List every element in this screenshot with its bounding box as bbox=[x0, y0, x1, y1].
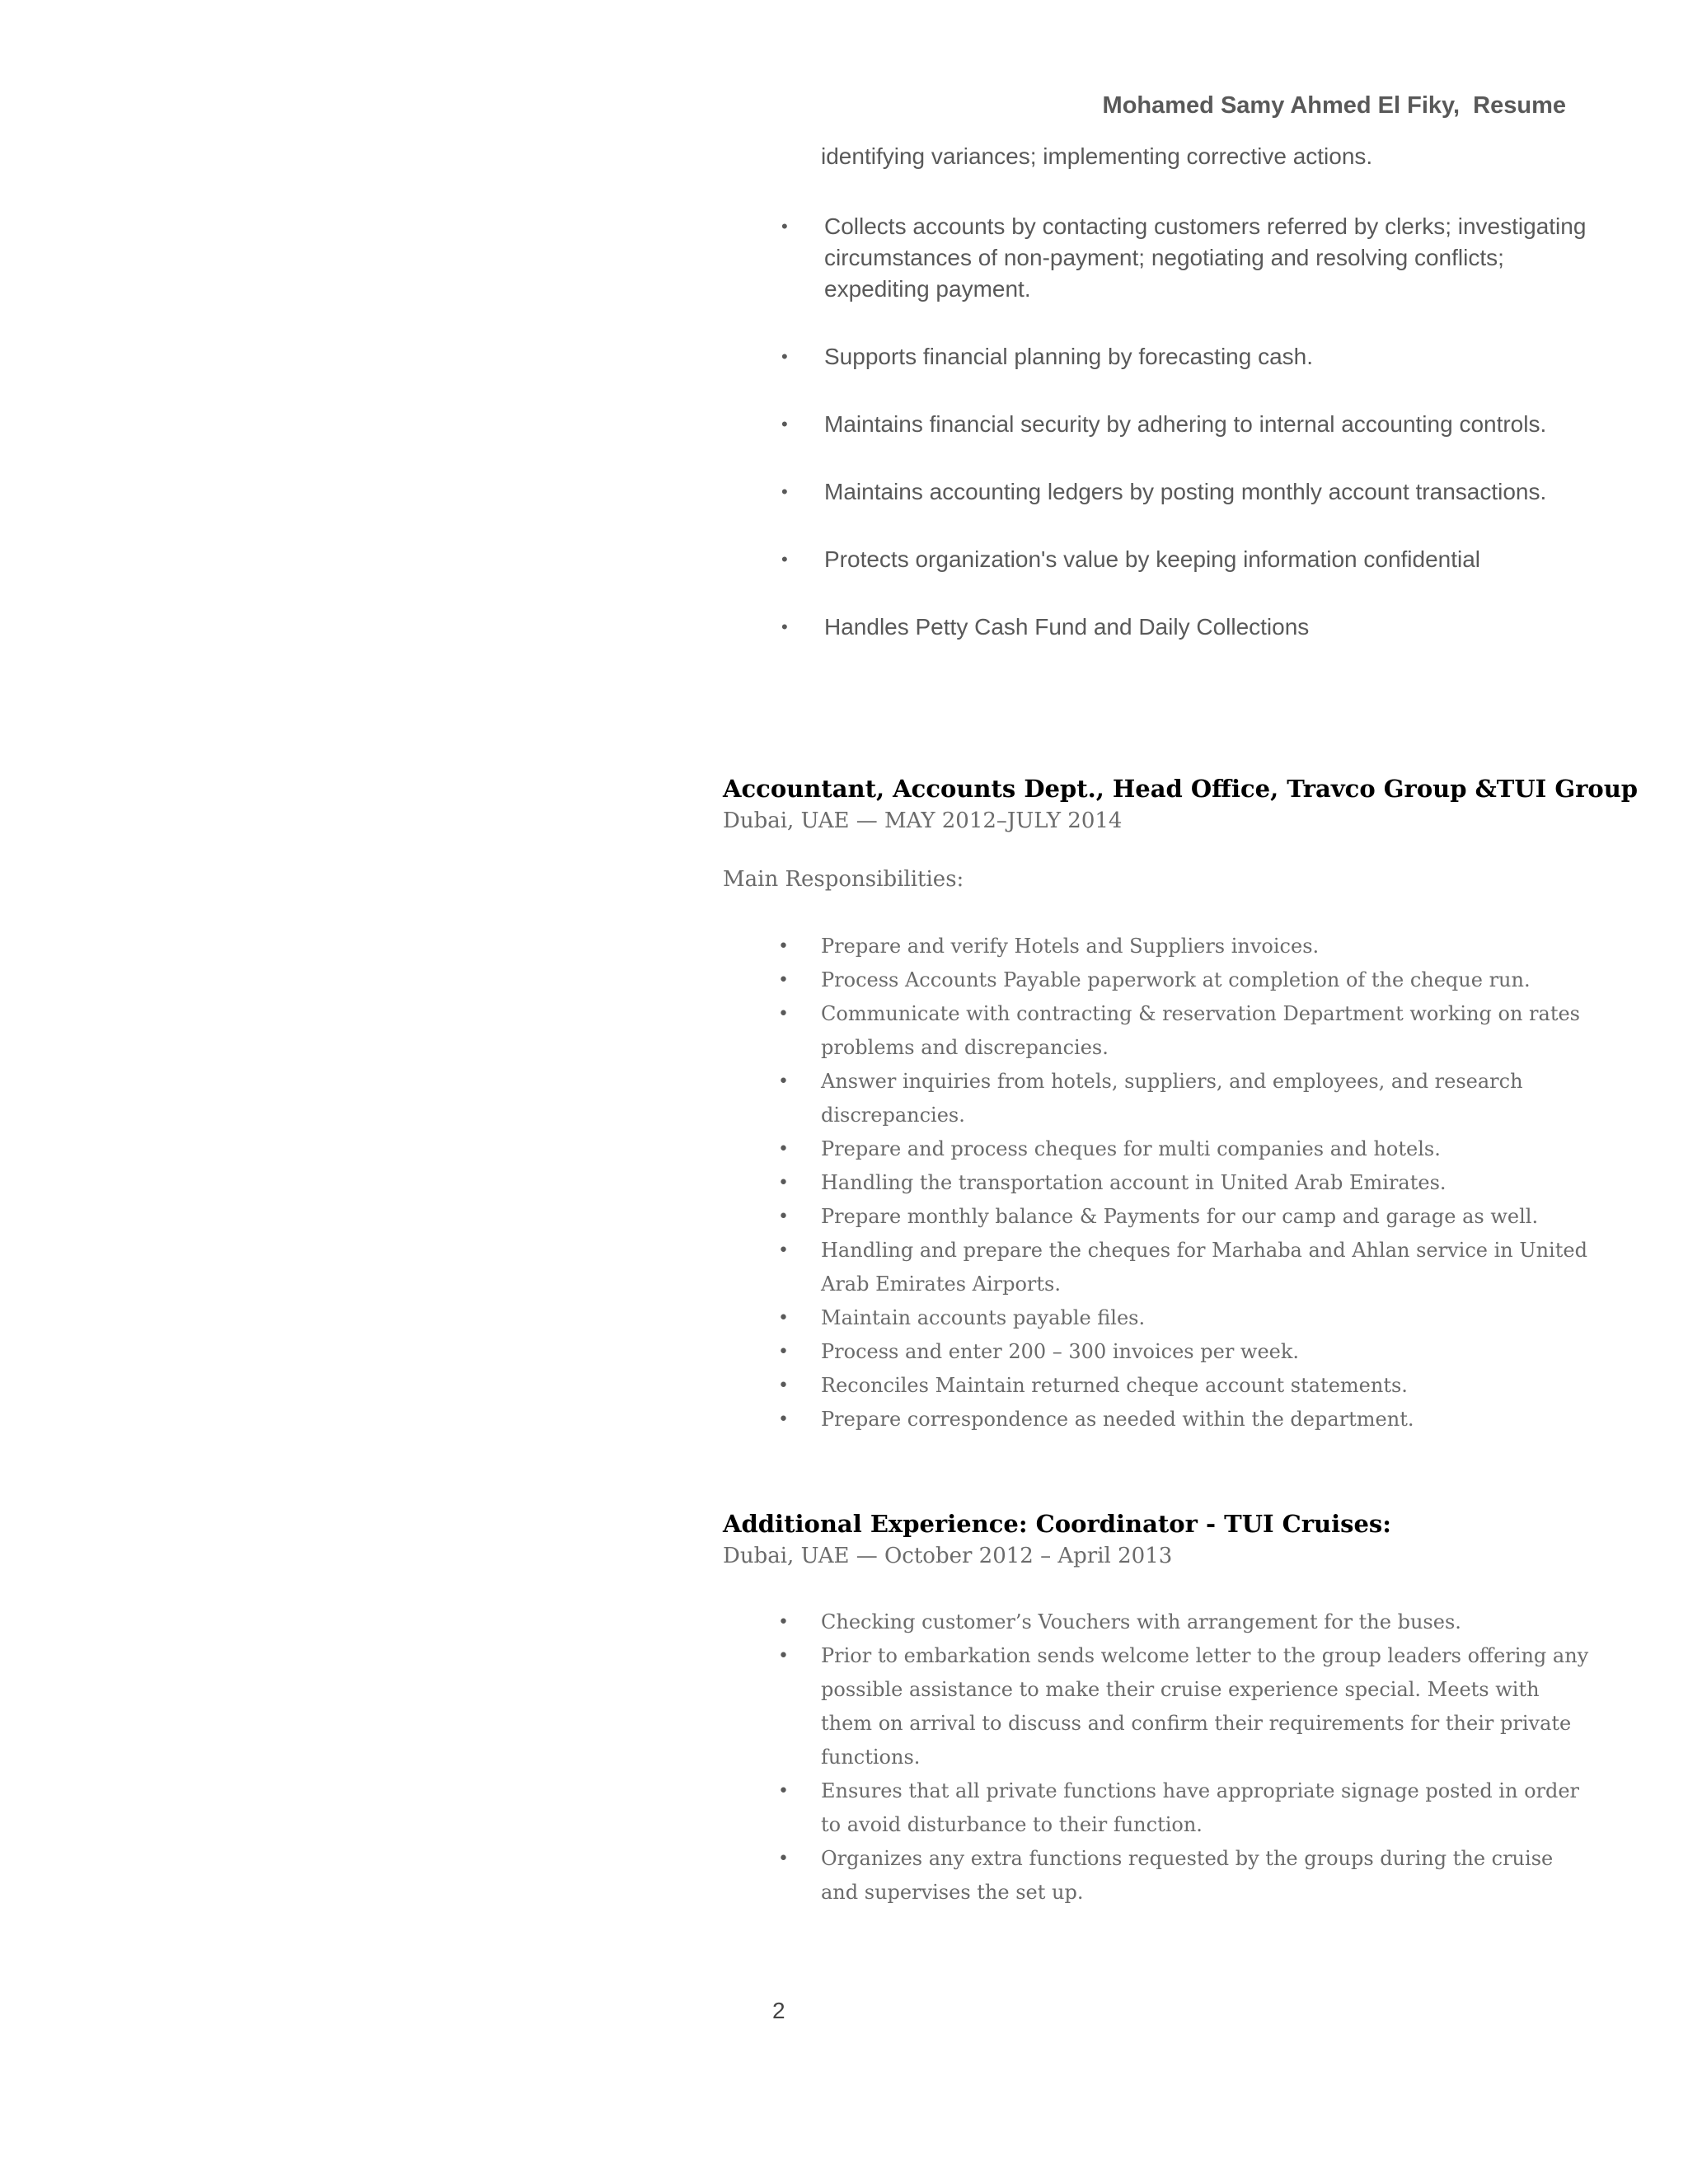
job-title: Accountant, Accounts Dept., Head Office, Travco Group &TUI Group bbox=[723, 775, 1639, 803]
page-header: Mohamed Samy Ahmed El Fiky, Resume bbox=[1102, 92, 1566, 119]
bullet-icon: • bbox=[778, 936, 789, 957]
bullet-icon: • bbox=[778, 1004, 789, 1024]
list-item: • Organizes any extra functions requested by the groups during the cruise and supervises the set up. bbox=[821, 1842, 1596, 1910]
list-item: • Process and enter 200 – 300 invoices per week. bbox=[821, 1335, 1596, 1369]
job-responsibilities-list bbox=[778, 930, 1596, 1436]
bullet-icon: • bbox=[778, 1342, 789, 1362]
list-item: • Ensures that all private functions have appropriate signage posted in order to avoid disturbance to their function. bbox=[821, 1774, 1596, 1842]
list-item: • Prepare monthly balance & Payments for our camp and garage as well. bbox=[821, 1200, 1596, 1234]
list-item: • Handles Petty Cash Fund and Daily Collections bbox=[824, 612, 1615, 643]
bullet-icon: • bbox=[778, 1646, 789, 1666]
list-item: • Reconciles Maintain returned cheque account statements. bbox=[821, 1369, 1596, 1403]
list-item: • Handling and prepare the cheques for Marhaba and Ahlan service in United Arab Emirates Airports. bbox=[821, 1234, 1596, 1301]
list-item: • Maintains accounting ledgers by posting monthly account transactions. bbox=[824, 476, 1615, 508]
list-item: • Prepare and verify Hotels and Suppliers invoices. bbox=[821, 930, 1596, 963]
bullet-icon: • bbox=[778, 1173, 789, 1193]
bullet-icon: • bbox=[781, 346, 788, 367]
bullet-icon: • bbox=[778, 1207, 789, 1227]
list-item: • Communicate with contracting & reservation Department working on rates problems and discrepancies. bbox=[821, 997, 1596, 1065]
list-item: • Supports financial planning by forecasting cash. bbox=[824, 341, 1615, 373]
list-item: • Maintains financial security by adhering to internal accounting controls. bbox=[824, 409, 1615, 440]
bullet-icon: • bbox=[778, 970, 789, 991]
list-item: • Prepare and process cheques for multi companies and hotels. bbox=[821, 1132, 1596, 1166]
previous-job-bullet-list bbox=[781, 211, 1615, 679]
bullet-icon: • bbox=[778, 1781, 789, 1802]
list-item: • Protects organization's value by keeping information confidential bbox=[824, 544, 1615, 575]
list-item: • Process Accounts Payable paperwork at completion of the cheque run. bbox=[821, 963, 1596, 997]
list-item: • Maintain accounts payable files. bbox=[821, 1301, 1596, 1335]
list-item: • Answer inquiries from hotels, suppliers, and employees, and research discrepancies. bbox=[821, 1065, 1596, 1132]
bullet-icon: • bbox=[781, 616, 788, 637]
bullet-icon: • bbox=[778, 1849, 789, 1869]
bullet-icon: • bbox=[781, 414, 788, 434]
bullet-icon: • bbox=[778, 1376, 789, 1396]
list-item: • Checking customer’s Vouchers with arrangement for the buses. bbox=[821, 1605, 1596, 1639]
bullet-icon: • bbox=[778, 1071, 789, 1092]
bullet-icon: • bbox=[781, 481, 788, 502]
additional-experience-list bbox=[778, 1605, 1596, 1910]
bullet-icon: • bbox=[778, 1139, 789, 1160]
list-item: • Handling the transportation account in United Arab Emirates. bbox=[821, 1166, 1596, 1200]
list-item: • Prepare correspondence as needed within the department. bbox=[821, 1403, 1596, 1436]
job-location-dates: Dubai, UAE — October 2012 – April 2013 bbox=[723, 1544, 1173, 1568]
bullet-icon: • bbox=[778, 1612, 789, 1633]
responsibilities-label: Main Responsibilities: bbox=[723, 867, 964, 892]
job-location-dates: Dubai, UAE — MAY 2012–JULY 2014 bbox=[723, 808, 1123, 833]
bullet-icon: • bbox=[781, 549, 788, 569]
bullet-icon: • bbox=[778, 1240, 789, 1261]
list-item: • Collects accounts by contacting customers referred by clerks; investigating circumstances of non-payment; negotiating and resolving conflicts; expediting payment. bbox=[824, 211, 1615, 305]
page-number: 2 bbox=[772, 1998, 785, 2023]
list-item: • Prior to embarkation sends welcome letter to the group leaders offering any possible assistance to make their cruise experience special. Meets with them on arrival to discuss and confirm their requirements for their private functions. bbox=[821, 1639, 1596, 1774]
additional-experience-title: Additional Experience: Coordinator - TUI Cruises: bbox=[723, 1510, 1391, 1538]
bullet-icon: • bbox=[781, 216, 788, 237]
continued-text: identifying variances; implementing corrective actions. bbox=[821, 143, 1373, 169]
bullet-icon: • bbox=[778, 1308, 789, 1329]
bullet-icon: • bbox=[778, 1409, 789, 1430]
